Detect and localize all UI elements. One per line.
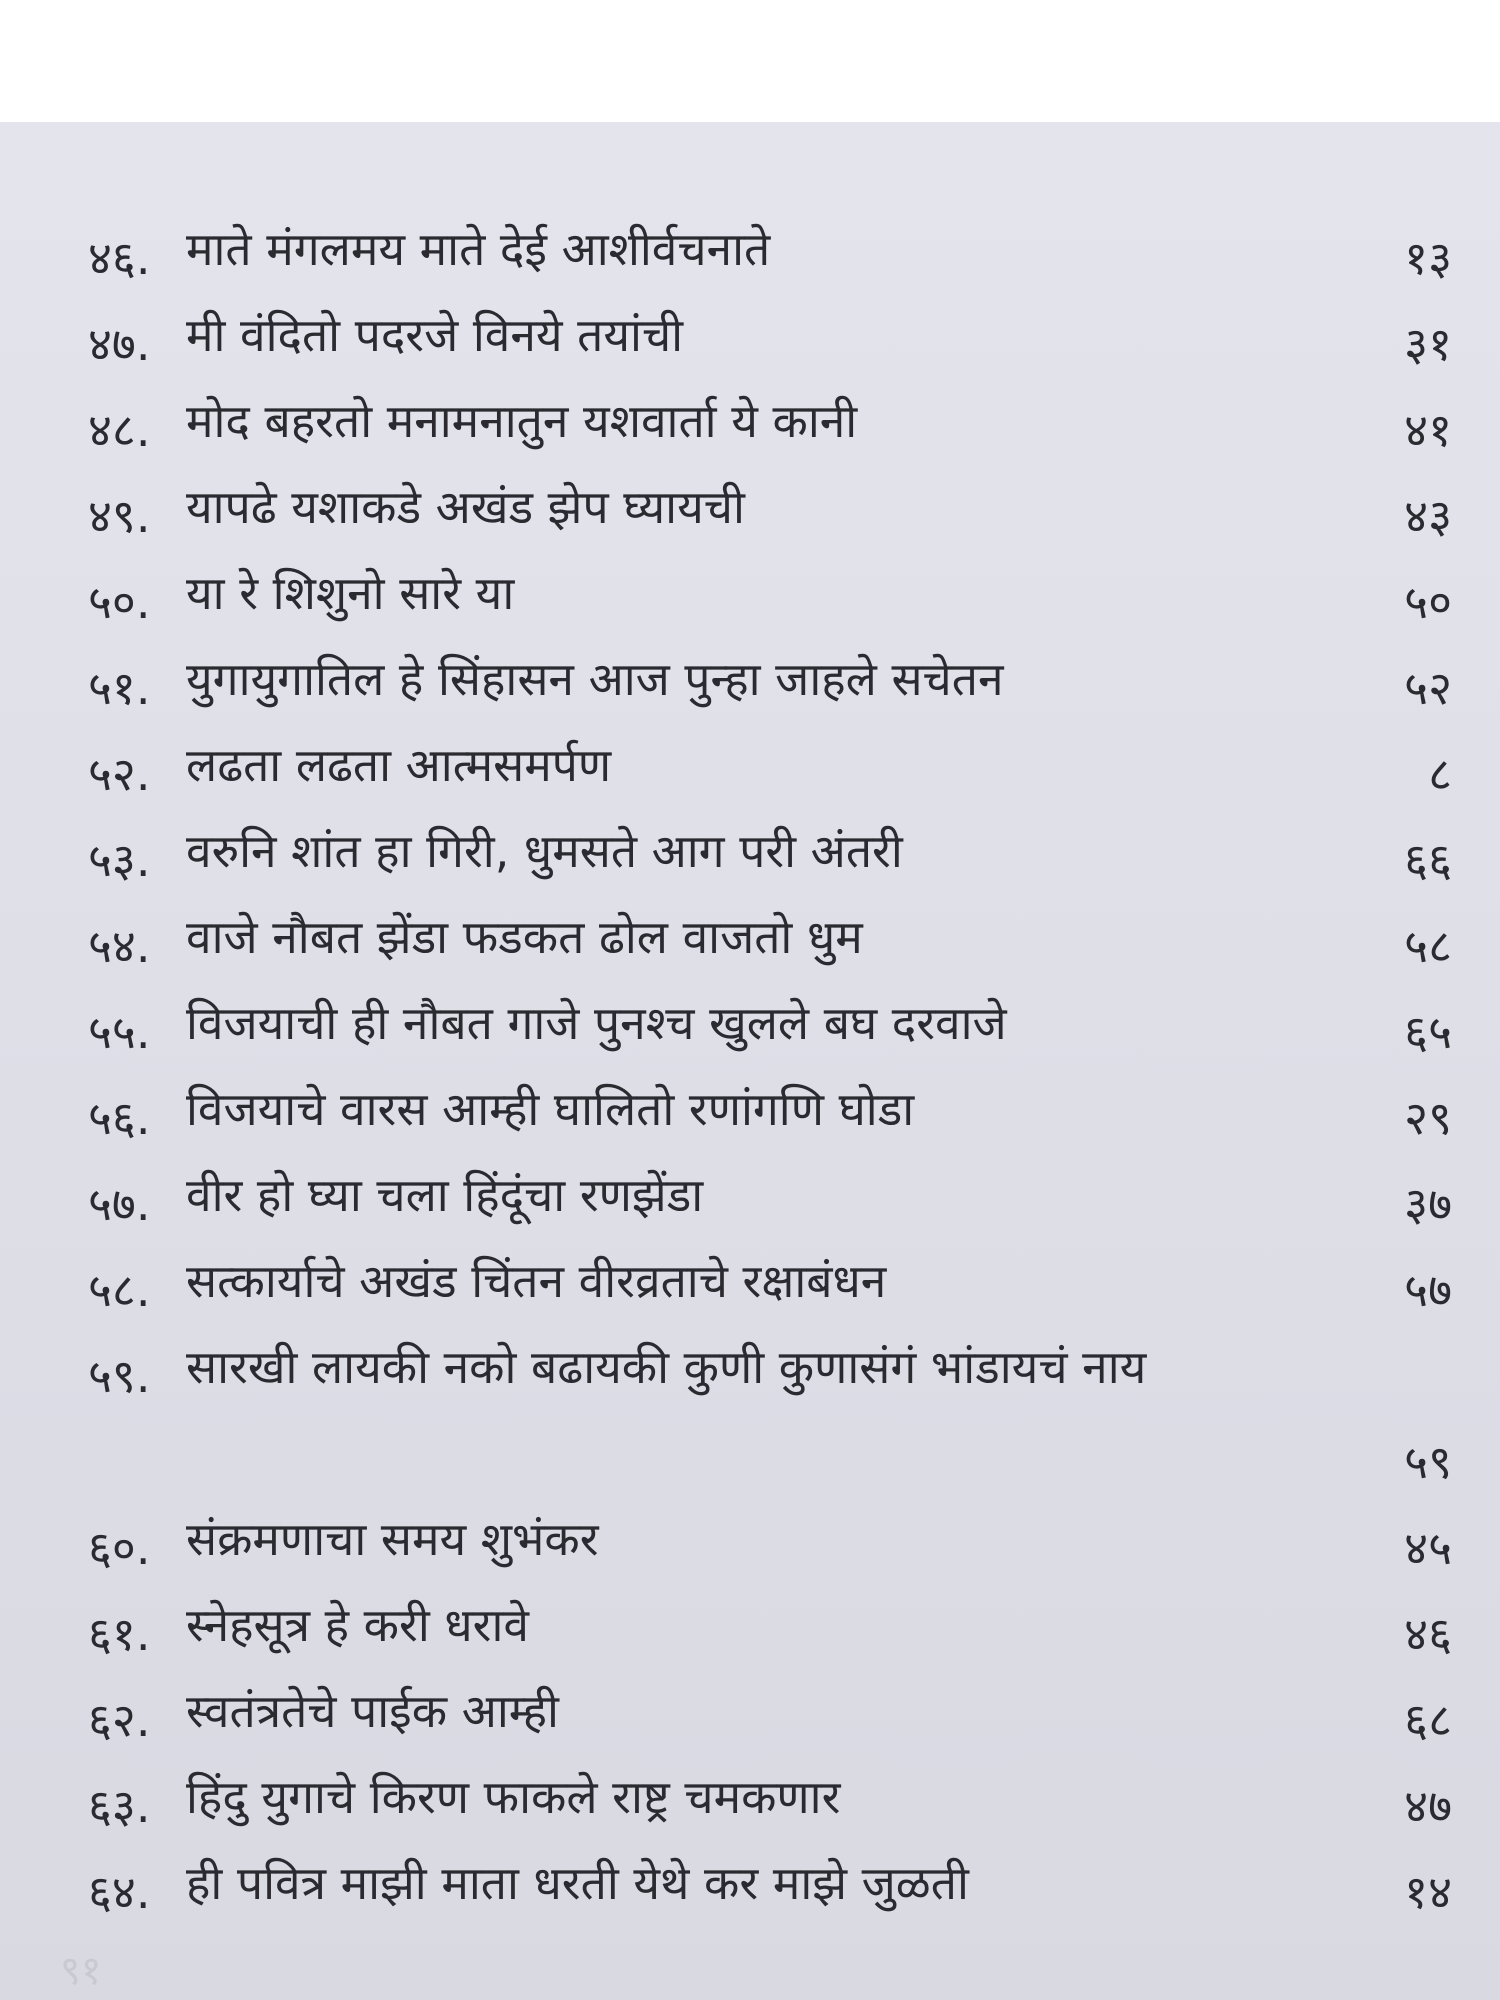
toc-entry (0, 1850, 1500, 1936)
entry-title: हिंदु युगाचे किरण फाकले राष्ट्र चमकणार (186, 1770, 841, 1824)
toc-entry (0, 990, 1500, 1076)
entry-number: ६२. (88, 1693, 151, 1747)
entry-number: ५८. (88, 1263, 151, 1317)
entry-title: माते मंगलमय माते देई आशीर्वचनाते (186, 222, 771, 276)
entry-number: ६०. (88, 1521, 151, 1575)
entry-number: ५७. (88, 1177, 151, 1231)
entry-title: संक्रमणाचा समय शुभंकर (186, 1512, 599, 1566)
entry-page-number: ५८ (1404, 919, 1452, 973)
entry-title: मोद बहरतो मनामनातुन यशवार्ता ये कानी (186, 394, 858, 448)
entry-page-number: ५७ (1404, 1263, 1452, 1317)
toc-entry (0, 1592, 1500, 1678)
entry-number: ४९. (88, 489, 151, 543)
toc-entry (0, 388, 1500, 474)
toc-entry (0, 646, 1500, 732)
toc-entry (0, 1764, 1500, 1850)
entry-page-number: ४५ (1404, 1521, 1452, 1575)
entry-number: ६३. (88, 1779, 151, 1833)
entry-number: ५५. (88, 1005, 151, 1059)
entry-page-number: ४१ (1404, 403, 1452, 457)
entry-title: ही पवित्र माझी माता धरती येथे कर माझे जुळती (186, 1856, 969, 1910)
entry-page-number: ६६ (1404, 833, 1452, 887)
entry-page-number: ५२ (1404, 661, 1452, 715)
entry-number: ४८. (88, 403, 151, 457)
entry-page-number: ४३ (1404, 489, 1452, 543)
book-page (0, 122, 1500, 2000)
toc-entry (0, 818, 1500, 904)
entry-page-number: ६८ (1404, 1693, 1452, 1747)
entry-title: विजयाचे वारस आम्ही घालितो रणांगणि घोडा (186, 1082, 915, 1136)
entry-page-number: ३७ (1404, 1177, 1452, 1231)
entry-page-number: ५० (1404, 575, 1452, 629)
toc-entry (0, 560, 1500, 646)
entry-page-number: २९ (1404, 1091, 1452, 1145)
toc-entry (0, 1162, 1500, 1248)
toc-entry (0, 1248, 1500, 1334)
entry-title: सत्कार्याचे अखंड चिंतन वीरव्रताचे रक्षाबंधन (186, 1254, 887, 1308)
entry-page-number: ४६ (1404, 1607, 1452, 1661)
entry-number: ५२. (88, 747, 151, 801)
entry-title: विजयाची ही नौबत गाजे पुनश्च खुलले बघ दरवाजे (186, 996, 1007, 1050)
entry-page-number: १४ (1404, 1865, 1452, 1919)
entry-title: मी वंदितो पदरजे विनये तयांची (186, 308, 684, 362)
entry-number: ५१. (88, 661, 151, 715)
entry-page-number: ६५ (1404, 1005, 1452, 1059)
entry-title: या रे शिशुनो सारे या (186, 566, 515, 620)
entry-title: स्वतंत्रतेचे पाईक आम्ही (186, 1684, 559, 1738)
entry-number: ४७. (88, 317, 151, 371)
toc-entry (0, 1334, 1500, 1506)
toc-entry (0, 732, 1500, 818)
page-top-margin (0, 0, 1500, 122)
entry-number: ५३. (88, 833, 151, 887)
entry-title: युगायुगातिल हे सिंहासन आज पुन्हा जाहले सचेतन (186, 652, 1004, 706)
entry-title: वाजे नौबत झेंडा फडकत ढोल वाजतो धुम (186, 910, 863, 964)
entry-page-number: ४७ (1404, 1779, 1452, 1833)
toc-entry (0, 216, 1500, 302)
toc-entry (0, 474, 1500, 560)
entry-title: यापढे यशाकडे अखंड झेप घ्यायची (186, 480, 745, 534)
entry-page-number: ५९ (1404, 1435, 1452, 1489)
entry-page-number: ३१ (1404, 317, 1452, 371)
entry-title: लढता लढता आत्मसमर्पण (186, 738, 612, 792)
entry-number: ६४. (88, 1865, 151, 1919)
entry-title: वीर हो घ्या चला हिंदूंचा रणझेंडा (186, 1168, 704, 1222)
toc-entry (0, 1076, 1500, 1162)
entry-number: ५४. (88, 919, 151, 973)
entry-number: ४६. (88, 231, 151, 285)
toc-entry (0, 302, 1500, 388)
entry-title: स्नेहसूत्र हे करी धरावे (186, 1598, 529, 1652)
entry-page-number: १३ (1404, 231, 1452, 285)
table-of-contents (0, 216, 1500, 1936)
page-footer-fragment: ९१ (60, 1948, 102, 1994)
entry-number: ५०. (88, 575, 151, 629)
toc-entry (0, 1506, 1500, 1592)
toc-entry (0, 904, 1500, 990)
entry-title: सारखी लायकी नको बढायकी कुणी कुणासंगं भांडायचं नाय (186, 1340, 1147, 1394)
entry-number: ६१. (88, 1607, 151, 1661)
entry-page-number: ८ (1428, 747, 1452, 801)
entry-title: वरुनि शांत हा गिरी, धुमसते आग परी अंतरी (186, 824, 903, 878)
entry-number: ५९. (88, 1349, 151, 1403)
toc-entry (0, 1678, 1500, 1764)
entry-number: ५६. (88, 1091, 151, 1145)
